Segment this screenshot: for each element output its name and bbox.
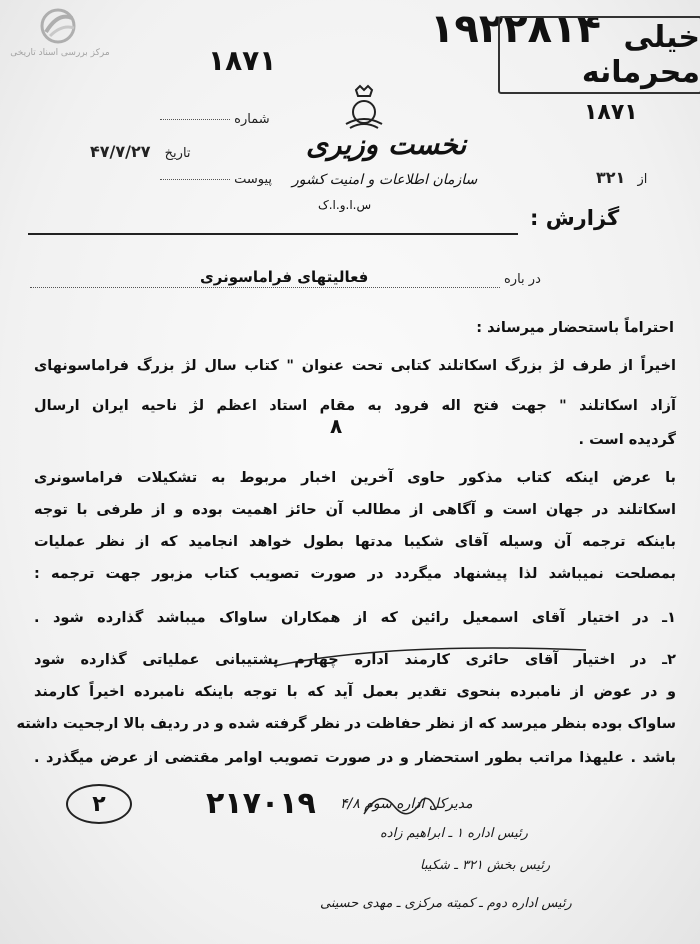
signature-line-1: مدیرکل اداره سوم ۴/۸	[340, 796, 473, 812]
attachment-dots	[160, 179, 230, 180]
signature-line-4: رئیس اداره دوم ـ کمیته مرکزی ـ مهدی حسینی	[320, 896, 572, 911]
from-label: از	[637, 172, 648, 187]
classification-box	[498, 16, 700, 94]
date-field	[90, 142, 191, 161]
archive-logo-icon	[10, 6, 110, 50]
letterhead-subtitle: سازمان اطلاعات و امنیت کشور	[292, 172, 478, 188]
stamp-number: ۱۹۲۲۸۱۴	[430, 6, 601, 52]
body-line-10: و در عوض از نامبرده بنحوی تقدیر بعمل آید که با توجه باینکه نامبرده اخیراً کارمند	[34, 684, 676, 700]
body-line-5: اسکاتلند در جهان است و آگاهی از مطالب آن حائز اهمیت بوده و از طرفی با توجه	[34, 502, 676, 518]
subject-value: فعالیتهای فراماسونری	[200, 268, 369, 286]
circled-number: ۲	[66, 784, 132, 824]
letterhead-code: س.ا.و.ا.ک	[318, 198, 372, 212]
body-line-1: اخیراً از طرف لژ بزرگ اسکاتلند کتابی تحت عنوان " کتاب سال لژ بزرگ فراماسونهای	[34, 358, 676, 374]
watermark-caption: مرکز بررسی اسناد تاریخی	[10, 48, 110, 58]
signature-line-2: رئیس اداره ۱ ـ ابراهیم زاده	[380, 826, 528, 841]
date-label: تاریخ	[164, 146, 191, 161]
classification-label: خیلی محرمانه	[581, 20, 700, 90]
number-dots	[160, 119, 230, 120]
body-line-9: ۲ـ در اختیار آقای حائری کارمند اداره چهارم پشتیبانی عملیاتی گذارده شود	[34, 652, 676, 668]
body-line-6: باینکه ترجمه آن وسیله آقای شکیبا مدتها بطول خواهد انجامید که از نظر عملیات	[34, 534, 676, 550]
handwritten-strike-icon	[270, 636, 590, 676]
subject-rule	[30, 287, 500, 288]
handwritten-number: ۲۱۷۰۱۹	[206, 786, 316, 821]
body-line-12: باشد . علیهذا مراتب بطور استحضار و در صورت تصویب اوامر مقتضی از عرض میگذرد .	[34, 750, 676, 766]
letterhead-title: نخست وزیری	[306, 128, 467, 161]
body-line-2: آزاد اسکاتلند " جهت فتح اله فرود به مقام استاد اعظم لژ ناحیه ایران ارسال	[34, 398, 676, 414]
body-line-11: ساواک بوده بنظر میرسد که از نظر حفاظت در نظر گرفته شده و در ردیف بالا ارجحیت داشته	[16, 716, 676, 732]
attachment-label: پیوست	[234, 172, 273, 187]
report-rule	[28, 233, 518, 235]
watermark-logo	[10, 6, 110, 64]
signature-scribble-icon	[360, 784, 440, 824]
small-mark: ۸	[330, 414, 343, 438]
report-label: گزارش :	[530, 206, 620, 230]
body-line-3: گردیده است .	[578, 432, 676, 448]
body-line-8: ۱ـ در اختیار آقای اسمعیل رائین که از همکاران ساواک میباشد گذارده شود .	[34, 610, 676, 626]
number-field	[160, 112, 270, 127]
from-field	[596, 168, 647, 187]
number-label: شماره	[234, 112, 270, 127]
attachment-field	[160, 172, 272, 187]
body-line-7: بمصلحت نمیباشد لذا پیشنهاد میگردد در صورت تصویب کتاب مزبور جهت ترجمه :	[34, 566, 676, 582]
subject-label: در باره	[504, 272, 541, 287]
top-left-number: ۱۸۷۱	[208, 44, 277, 77]
body-line-4: با عرض اینکه کتاب مذکور حاوی آخرین اخبار مربوط به تشکیلات فراماسونری	[34, 470, 676, 486]
date-value: ۴۷/۷/۲۷	[90, 142, 151, 161]
right-number: ۱۸۷۱	[584, 100, 638, 125]
salutation: احتراماً باستحضار میرساند :	[476, 320, 674, 336]
from-value: ۳۲۱	[596, 168, 626, 187]
lion-and-sun-emblem-icon	[336, 84, 392, 132]
signature-line-3: رئیس بخش ۳۲۱ ـ شکیبا	[420, 858, 551, 873]
